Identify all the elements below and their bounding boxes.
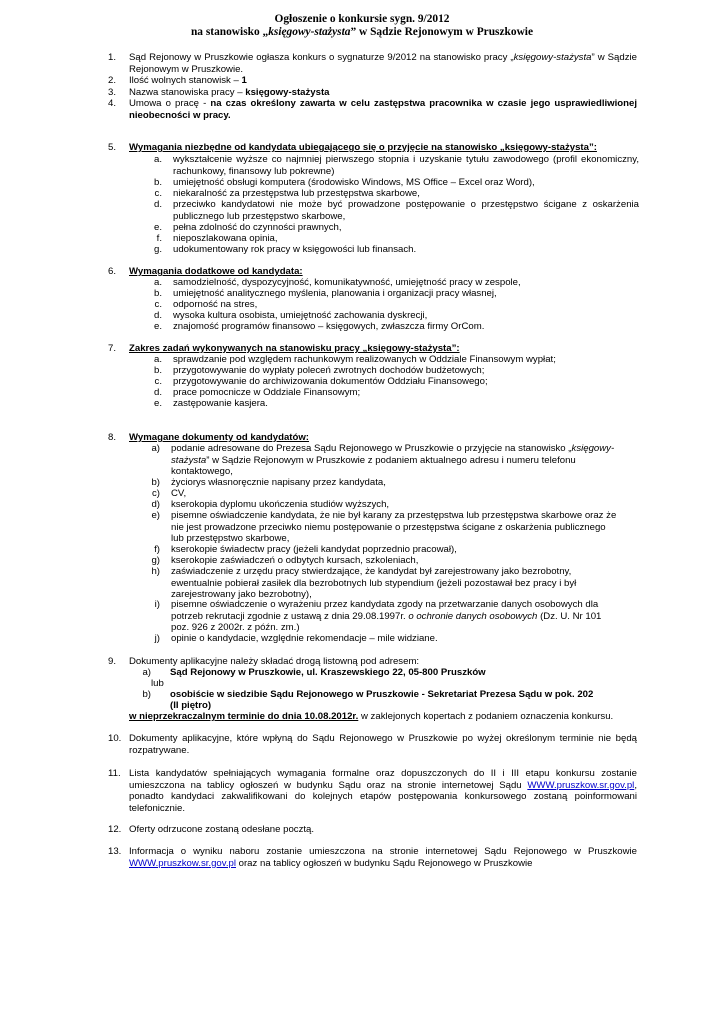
court-website-link[interactable]: WWW.pruszkow.sr.gov.pl: [129, 857, 236, 869]
item-6-heading: Wymagania dodatkowe od kandydata:: [129, 266, 303, 277]
item-8-heading: Wymagane dokumenty od kandydatów:: [129, 432, 309, 443]
item-5-heading: Wymagania niezbędne od kandydata ubiegającego się o przyjęcie na stanowisko „księgowy-stażysta”:: [129, 142, 597, 153]
item-7-heading: Zakres zadań wykonywanych na stanowisku pracy „księgowy-stażysta”:: [129, 343, 460, 354]
court-website-link[interactable]: WWW.pruszkow.sr.gov.pl: [527, 779, 635, 791]
item-11-text: Lista kandydatów spełniających wymagania formalne oraz dopuszczonych do II i III etapu konkursu zostanie umieszczona na tablicy ogłoszeń w budynku Sądu oraz na stronie internetowej Sądu WWW.pruszkow.sr.gov.pl, ponadto kandydaci zakwalifikowani do kolejnych etapów postępowania konkursowego zostaną poinformowani telefonicznie.: [129, 768, 637, 814]
item-12-text: Oferty odrzucone zostaną odesłane pocztą.: [129, 824, 315, 835]
item-2-text: Ilość wolnych stanowisk – 1: [129, 75, 247, 86]
item-3-text: Nazwa stanowiska pracy – księgowy-stażysta: [129, 87, 330, 98]
item-4-text: Umowa o pracę - na czas określony zawarta w celu zastępstwa pracownika w czasie jego usprawiedliwionej nieobecności w pracy.: [129, 98, 637, 121]
document-subtitle: na stanowisko „księgowy-stażysta” w Sądzie Rejonowym w Pruszkowie: [190, 26, 534, 38]
item-9-text: Dokumenty aplikacyjne należy składać drogą listowną pod adresem:: [129, 656, 420, 667]
item-13-text: Informacja o wyniku naboru zostanie umieszczona na stronie internetowej Sądu Rejonowego w Pruszkowie WWW.pruszkow.sr.gov.pl oraz na tablicy ogłoszeń w budynku Sądu Rejonowego w Pruszkowie: [129, 846, 637, 869]
item-10-text: Dokumenty aplikacyjne, które wpłyną do Sądu Rejonowego w Pruszkowie po wyżej określonym terminie nie będą rozpatrywane.: [129, 733, 637, 756]
document-title: Ogłoszenie o konkursie sygn. 9/2012: [274, 13, 450, 25]
document-page: Ogłoszenie o konkursie sygn. 9/2012 na stanowisko „księgowy-stażysta” w Sądzie Rejonowym w Pruszkowie 1. Sąd Rejonowy w Pruszkowie ogłasza konkurs o sygnaturze 9/2012 na stanowisko pracy „księgowy-stażysta” w Sądzie Rejonowym w Pruszkowie. 2. Ilość wolnych stanowisk – 1 3. Nazwa stanowiska pracy – księgowy-stażysta 4. Umowa o pracę - na czas określony zawarta w celu zastępstwa pracownika w czasie jego usprawiedliwionej nieobecności w pracy. 5. Wymagania niezbędne od kandydata ubiegającego się o przyjęcie na stanowisko „księgowy-stażysta”: a. wykształcenie wyższe co najmniej pierwszego stopnia i uzyskanie tytułu zawodowego (profil ekonomiczny, rachunkowy, finansowy lub pokrewne) b. umiejętność obsługi komputera (środowisko Windows, MS Office – Excel oraz Word), c. niekaralność za przestępstwa lub przestępstwa skarbowe, d. przeciwko kandydatowi nie może być prowadzone postępowanie o przestępstwo ścigane z oskarżenia publicznego lub przestępstwo skarbowe, e. pełna zdolność do czynności prawnych, f. nieposzlakowana opinia, g. udokumentowany rok pracy w księgowości lub finansach. 6. Wymagania dodatkowe od kandydata: a. samodzielność, dyspozycyjność, komunikatywność, umiejętność pracy w zespole, b. umiejętność analitycznego myślenia, planowania i organizacji pracy własnej, c. odporność na stres, d. wysoka kultura osobista, umiejętność zachowania dyskrecji, e. znajomość programów finansowo – księgowych, zwłaszcza firmy OrCom. 7. Zakres zadań wykonywanych na stanowisku pracy „księgowy-stażysta”: a. sprawdzanie pod względem rachunkowym realizowanych w Oddziale Finansowym wypłat; b. przygotowywanie do wypłaty poleceń zwrotnych dochodów budżetowych; c. przygotowywanie do archiwizowania dokumentów Oddziału Finansowego; d. prace pomocnicze w Oddziale Finansowym; e. zastępowanie kasjera. 8. Wymagane dokumenty od kandydatów: a) podanie adresowane do Prezesa Sądu Rejonowego w Pruszkowie o przyjęcie na stanowisko „księgowy-stażysta” w Sądzie Rejonowym w Pruszkowie z podaniem aktualnego adresu i numeru telefonu kontaktowego, b) życiorys własnoręcznie napisany przez kandydata, c) CV, d) kserokopia dyplomu ukończenia studiów wyższych, e) pisemne oświadczenie kandydata, że nie był karany za przestępstwa lub przestępstwa skarbowe oraz że nie jest prowadzone przeciwko niemu postępowanie o przestępstwa ścigane z oskarżenia publicznego lub przestępstwo skarbowe, f) kserokopie świadectw pracy (jeżeli kandydat poprzednio pracował), g) kserokopie zaświadczeń o odbytych kursach, szkoleniach, h) zaświadczenie z urzędu pracy stwierdzające, że kandydat był zarejestrowany jako bezrobotny, ewentualnie pobierał zasiłek dla bezrobotnych lub stypendium (jeżeli pozostawał bez pracy i był zarejestrowany jako bezrobotny), i) pisemne oświadczenie o wyrażeniu przez kandydata zgody na przetwarzanie danych osobowych dla potrzeb rekrutacji zgodnie z ustawą z dnia 29.08.1997r. o ochronie danych osobowych (Dz. U. Nr 101 poz. 926 z 2002r. z późn. zm.) j) opinie o kandydacie, względnie rekomendacje – mile widziane. 9. Dokumenty aplikacyjne należy składać drogą listowną pod adresem: a) Sąd Rejonowy w Pruszkowie, ul. Kraszewskiego 22, 05-800 Pruszków lub b) osobiście w siedzibie Sądu Rejonowego w Pruszkowie - Sekretariat Prezesa Sądu w pok. 202 (II piętro) w nieprzekraczalnym terminie do dnia 10.08.2012r. w zaklejonych kopertach z podaniem oznaczenia konkursu. 10. Dokumenty aplikacyjne, które wpłyną do Sądu Rejonowego w Pruszkowie po wyżej określonym terminie nie będą rozpatrywane. 11. Lista kandydatów spełniających wymagania formalne oraz dopuszczonych do II i III etapu konkursu zostanie umieszczona na tablicy ogłoszeń w budynku Sądu oraz na stronie internetowej Sądu WWW.pruszkow.sr.gov.pl, ponadto kandydaci zakwalifikowani do kolejnych etapów postępowania konkursowego zostaną poinformowani telefonicznie. 12. Oferty odrzucone zostaną odesłane pocztą. 13. Informacja o wyniku naboru zostanie umieszczona na stronie internetowej Sądu Rejonowego w Pruszkowie WWW.pruszkow.sr.gov.pl oraz na tablicy ogłoszeń w budynku Sądu Rejonowego w Pruszkowie: [0, 0, 724, 1024]
item-1-text: Sąd Rejonowy w Pruszkowie ogłasza konkurs o sygnaturze 9/2012 na stanowisko pracy „księgowy-stażysta” w Sądzie Rejonowym w Pruszkowie.: [129, 52, 637, 75]
